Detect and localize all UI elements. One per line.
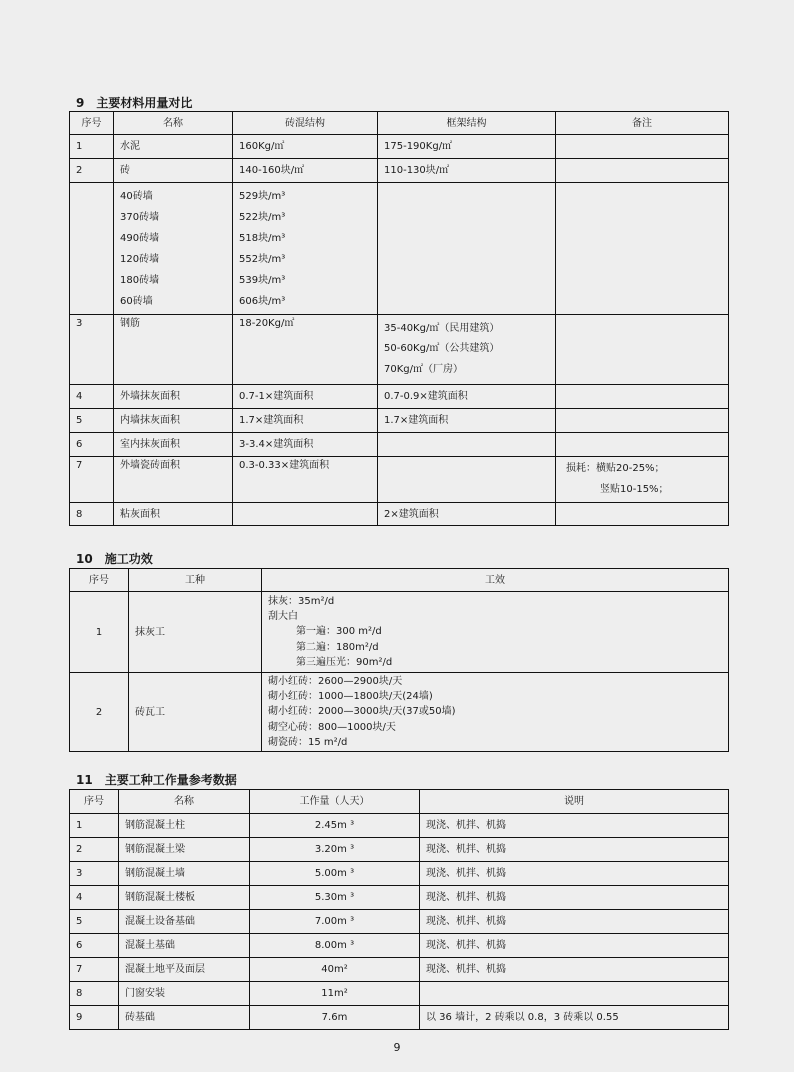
header-cell: 框架结构 [378, 112, 556, 135]
row-number: 7 [70, 958, 119, 982]
row-efficiency [262, 592, 729, 673]
tile-note [556, 457, 729, 503]
row-number: 5 [70, 910, 119, 934]
header-cell: 工种 [129, 569, 262, 592]
wall-type-value: 529块/m³ [239, 190, 286, 202]
row-name: 混凝土设备基础 [119, 910, 250, 934]
row-quantity: 3.20m ³ [250, 838, 420, 862]
row-trade: 抹灰工 [129, 592, 262, 673]
efficiency-line: 砌空心砖：800—1000块/天 [268, 721, 396, 733]
table-header-row [70, 790, 729, 814]
row-quantity: 5.00m ³ [250, 862, 420, 886]
row-quantity: 7.00m ³ [250, 910, 420, 934]
wall-type-list [114, 183, 233, 315]
table-row-rebar [70, 315, 729, 385]
table-row [70, 886, 729, 910]
header-cell: 工效 [262, 569, 729, 592]
efficiency-line: 砌小红砖：2600—2900块/天 [268, 675, 403, 687]
row-description: 现浇、机拌、机捣 [420, 814, 729, 838]
section-9-title: 9 主要材料用量对比 [76, 96, 193, 110]
efficiency-line: 抹灰：35m²/d [268, 595, 335, 607]
row-number: 4 [70, 886, 119, 910]
row-name: 外墙抹灰面积 [114, 385, 233, 409]
row-number: 9 [70, 1006, 119, 1030]
wall-type-value: 539块/m³ [239, 274, 286, 286]
table-header-row [70, 569, 729, 592]
wall-type-name: 60砖墙 [120, 295, 153, 307]
row-name: 钢筋混凝土楼板 [119, 886, 250, 910]
row-number: 6 [70, 934, 119, 958]
row-name: 室内抹灰面积 [114, 433, 233, 457]
row-number: 2 [70, 159, 114, 183]
row-frame-value [378, 433, 556, 457]
efficiency-line: 第三遍压光：90m²/d [296, 657, 393, 669]
row-quantity: 8.00m ³ [250, 934, 420, 958]
row-note [556, 159, 729, 183]
row-quantity: 11m² [250, 982, 420, 1006]
row-brick-value: 160Kg/㎡ [233, 135, 378, 159]
row-name: 内墙抹灰面积 [114, 409, 233, 433]
wall-type-values [233, 183, 378, 315]
row-number: 7 [70, 457, 114, 503]
table-header-row [70, 112, 729, 135]
table-row [70, 862, 729, 886]
row-name: 外墙瓷砖面积 [114, 457, 233, 503]
row-note [556, 409, 729, 433]
wall-type-name: 40砖墙 [120, 190, 153, 202]
rebar-frame-line: 50-60Kg/㎡（公共建筑） [384, 343, 500, 355]
table-row [70, 673, 729, 752]
row-note [556, 135, 729, 159]
table-row [70, 838, 729, 862]
row-brick-value: 1.7×建筑面积 [233, 409, 378, 433]
header-cell: 备注 [556, 112, 729, 135]
row-name: 钢筋 [114, 315, 233, 385]
row-note [556, 385, 729, 409]
table-row [70, 592, 729, 673]
efficiency-line: 第一遍：300 m²/d [296, 626, 382, 638]
table-row [70, 159, 729, 183]
table-row [70, 409, 729, 433]
row-brick-value: 140-160块/㎡ [233, 159, 378, 183]
wall-type-name: 490砖墙 [120, 232, 160, 244]
row-number: 4 [70, 385, 114, 409]
efficiency-line: 砌瓷砖：15 m²/d [268, 737, 348, 749]
row-description: 现浇、机拌、机捣 [420, 838, 729, 862]
table-row [70, 503, 729, 526]
header-cell: 说明 [420, 790, 729, 814]
section-10-title: 10 施工功效 [76, 552, 153, 566]
row-note [556, 433, 729, 457]
row-name: 砖 [114, 159, 233, 183]
row-quantity: 40m² [250, 958, 420, 982]
row-number: 1 [70, 814, 119, 838]
row-name: 混凝土基础 [119, 934, 250, 958]
row-description: 现浇、机拌、机捣 [420, 958, 729, 982]
row-number: 2 [70, 673, 129, 752]
workload-table [69, 789, 729, 1030]
header-cell: 序号 [70, 790, 119, 814]
row-brick-value: 3-3.4×建筑面积 [233, 433, 378, 457]
row-brick-value: 0.7-1×建筑面积 [233, 385, 378, 409]
efficiency-line: 砌小红砖：1000—1800块/天(24墙) [268, 690, 433, 702]
row-frame-value: 110-130块/㎡ [378, 159, 556, 183]
row-description: 现浇、机拌、机捣 [420, 934, 729, 958]
row-brick-value: 0.3-0.33×建筑面积 [233, 457, 378, 503]
tile-note-line: 竖贴10-15%； [600, 483, 669, 495]
efficiency-line: 第二遍：180m²/d [296, 641, 379, 653]
row-frame-value [378, 457, 556, 503]
row-description [420, 982, 729, 1006]
row-description: 现浇、机拌、机捣 [420, 862, 729, 886]
row-description: 现浇、机拌、机捣 [420, 910, 729, 934]
header-cell: 砖混结构 [233, 112, 378, 135]
row-name: 粘灰面积 [114, 503, 233, 526]
row-name: 门窗安装 [119, 982, 250, 1006]
wall-type-name: 120砖墙 [120, 253, 160, 265]
row-brick-value [233, 503, 378, 526]
table-row [70, 135, 729, 159]
row-description: 以 36 墙计，2 砖乘以 0.8，3 砖乘以 0.55 [420, 1006, 729, 1030]
row-frame-value: 0.7-0.9×建筑面积 [378, 385, 556, 409]
table-row [70, 1006, 729, 1030]
row-quantity: 7.6m [250, 1006, 420, 1030]
header-cell: 序号 [70, 112, 114, 135]
wall-type-value: 606块/m³ [239, 295, 286, 307]
efficiency-line: 砌小红砖：2000—3000块/天(37或50墙) [268, 706, 456, 718]
row-description: 现浇、机拌、机捣 [420, 886, 729, 910]
row-number: 8 [70, 982, 119, 1006]
row-name: 水泥 [114, 135, 233, 159]
rebar-frame-line: 70Kg/㎡（厂房） [384, 363, 463, 375]
row-quantity: 2.45m ³ [250, 814, 420, 838]
wall-type-value: 522块/m³ [239, 211, 286, 223]
materials-table [69, 111, 729, 526]
row-trade: 砖瓦工 [129, 673, 262, 752]
table-row [70, 982, 729, 1006]
rebar-frame-values [378, 315, 556, 385]
row-frame-value: 2×建筑面积 [378, 503, 556, 526]
section-11-title: 11 主要工种工作量参考数据 [76, 773, 237, 787]
table-row [70, 814, 729, 838]
table-row [70, 433, 729, 457]
row-number: 2 [70, 838, 119, 862]
table-row-wall-types [70, 183, 729, 315]
header-cell: 工作量（人天） [250, 790, 420, 814]
row-name: 钢筋混凝土墙 [119, 862, 250, 886]
table-row-tile [70, 457, 729, 503]
efficiency-table [69, 568, 729, 752]
row-frame-value: 175-190Kg/㎡ [378, 135, 556, 159]
table-row [70, 385, 729, 409]
row-number: 5 [70, 409, 114, 433]
row-efficiency [262, 673, 729, 752]
table-row [70, 910, 729, 934]
row-name: 混凝土地平及面层 [119, 958, 250, 982]
row-quantity: 5.30m ³ [250, 886, 420, 910]
row-number: 8 [70, 503, 114, 526]
rebar-frame-line: 35-40Kg/㎡（民用建筑） [384, 322, 500, 334]
row-name: 钢筋混凝土梁 [119, 838, 250, 862]
row-number: 1 [70, 135, 114, 159]
row-name: 钢筋混凝土柱 [119, 814, 250, 838]
wall-type-value: 552块/m³ [239, 253, 286, 265]
table-row [70, 934, 729, 958]
wall-type-value: 518块/m³ [239, 232, 286, 244]
wall-type-name: 180砖墙 [120, 274, 160, 286]
row-number: 3 [70, 862, 119, 886]
row-brick-value: 18-20Kg/㎡ [233, 315, 378, 385]
row-name: 砖基础 [119, 1006, 250, 1030]
header-cell: 名称 [114, 112, 233, 135]
efficiency-line: 刮大白 [268, 610, 298, 622]
table-row [70, 958, 729, 982]
row-note [556, 503, 729, 526]
header-cell: 序号 [70, 569, 129, 592]
row-number: 1 [70, 592, 129, 673]
row-number: 6 [70, 433, 114, 457]
tile-note-line: 损耗：横贴20-25%； [566, 463, 665, 474]
row-number: 3 [70, 315, 114, 385]
row-frame-value: 1.7×建筑面积 [378, 409, 556, 433]
header-cell: 名称 [119, 790, 250, 814]
wall-type-name: 370砖墙 [120, 211, 160, 223]
page-number: 9 [393, 1041, 401, 1054]
